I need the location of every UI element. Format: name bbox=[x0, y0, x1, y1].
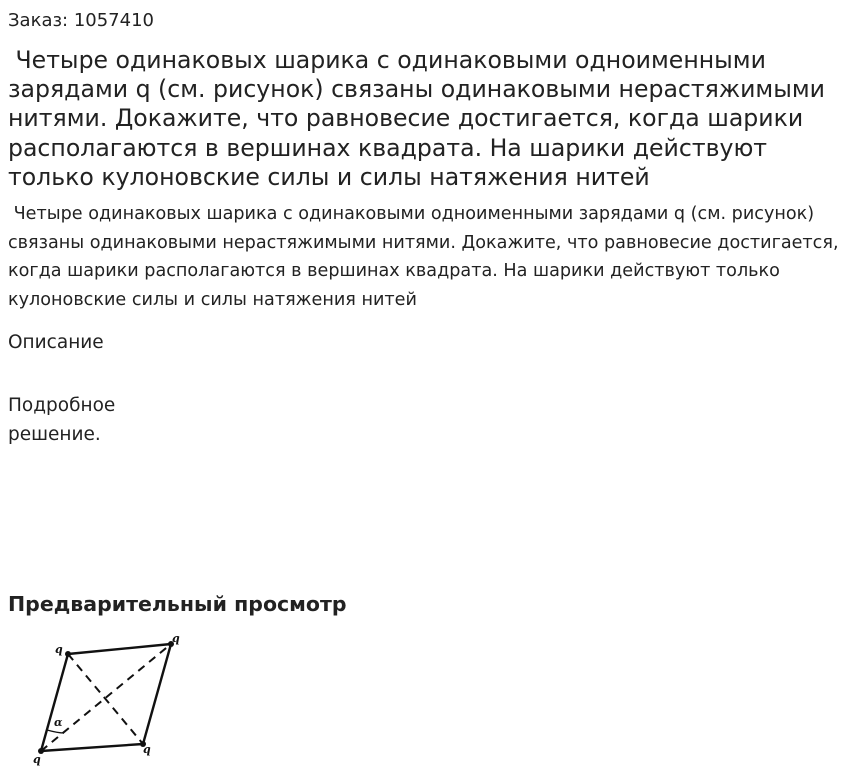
task-title: Четыре одинаковых шарика с одинаковыми одноименными зарядами q (см. рисунок) связаны одинаковыми нерастяжимыми нитями. Докажите, что равновесие достигается, когда шарики располагаются в вершинах квадрата. На шарики действуют только кулоновские силы и силы натяжения нитей bbox=[8, 46, 833, 191]
side-bottom bbox=[41, 744, 143, 751]
description-text: Подробное решение. bbox=[8, 395, 116, 445]
diagonal-1 bbox=[68, 654, 143, 744]
side-top bbox=[68, 644, 171, 654]
rhombus-diagram bbox=[28, 630, 188, 770]
task-text: Четыре одинаковых шарика с одинаковыми одноименными зарядами q (см. рисунок) связаны одинаковыми нерастяжимыми нитями. Докажите, что равновесие достигается, когда шарики располагаются в вершинах квадрата. На шарики действуют только кулоновские силы и силы натяжения нитей bbox=[8, 204, 845, 310]
preview-heading: Предварительный просмотр bbox=[8, 592, 347, 616]
preview-figure bbox=[28, 630, 188, 770]
side-right bbox=[143, 644, 171, 744]
angle-arc bbox=[47, 730, 64, 733]
diagonal-2 bbox=[41, 644, 171, 751]
label-q-top-right: q bbox=[172, 632, 180, 645]
label-alpha: α bbox=[54, 716, 63, 729]
ball-top-left bbox=[65, 651, 71, 657]
side-left bbox=[41, 654, 68, 751]
description-heading: Описание bbox=[8, 332, 104, 353]
label-q-top-left: q bbox=[55, 643, 63, 656]
label-q-bottom-right: q bbox=[143, 743, 151, 756]
label-q-bottom-left: q bbox=[33, 753, 41, 766]
order-number: Заказ: 1057410 bbox=[8, 10, 154, 31]
